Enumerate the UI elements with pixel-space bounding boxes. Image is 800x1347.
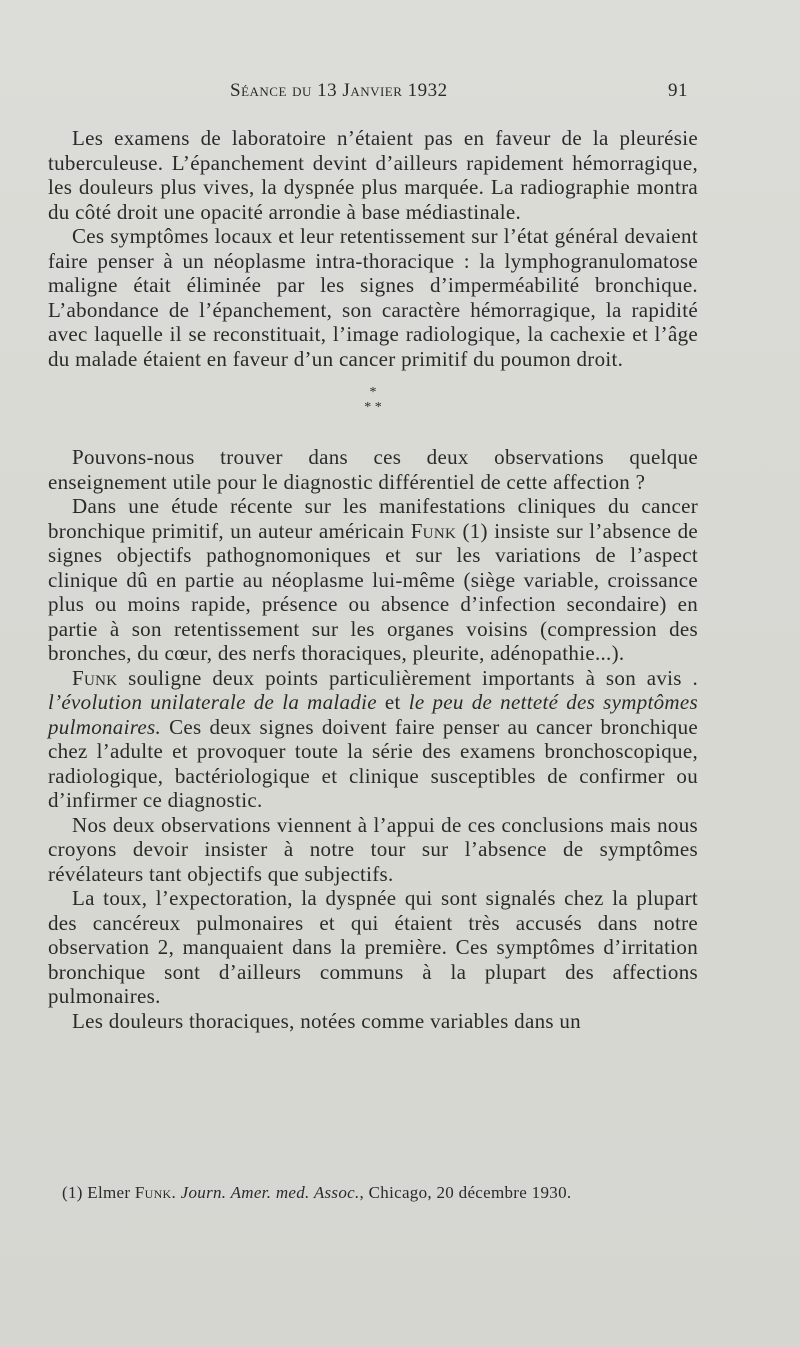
paragraph-7: La toux, l’expectoration, la dyspnée qui sont signalés chez la plupart des cancéreux pulmonaires et qui étaient très accusés dans notre observation 2, manquaient dans la première. Ces symptômes d’irritation bronchique sont d’ailleurs communs à la plupart des affections pulmonaires. bbox=[48, 886, 698, 1008]
footnote bbox=[62, 1183, 702, 1203]
paragraph-3: Pouvons-nous trouver dans ces deux observations quelque enseignement utile pour le diagnostic différentiel de cette affection ? bbox=[48, 445, 698, 494]
separator-star-top: * bbox=[369, 385, 377, 400]
p4-text-b: (1) insiste sur l’absence de signes objectifs pathognomoniques et sur les variations de l’aspect clinique dû en partie au néoplasme lui-même (siège variable, croissance plus ou moins rapide, présence ou absence d’infection secondaire) en partie à son retentissement sur les organes voisins (compression des bronches, du cœur, des nerfs thoraciques, pleurite, adénopathie...). bbox=[48, 518, 698, 665]
p5-italic-1: l’évolution unilaterale de la maladie bbox=[48, 690, 377, 714]
page-header bbox=[48, 80, 688, 110]
page-number: 91 bbox=[668, 80, 688, 101]
paragraph-8: Les douleurs thoraciques, notées comme variables dans un bbox=[72, 1008, 581, 1033]
paragraph-2: Ces symptômes locaux et leur retentissement sur l’état général devaient faire penser à un néoplasme intra-thoracique : la lymphogranulomatose maligne était éliminée par les signes d’imperméabilité bronchique. L’abondance de l’épanchement, son caractère hémorragique, la rapidité avec laquelle il se reconstituait, l’image radiologique, la cachexie et l’âge du malade étaient en faveur d’un cancer primitif du poumon droit. bbox=[48, 224, 698, 371]
paragraph-4 bbox=[48, 494, 698, 666]
footnote-text-b: . bbox=[171, 1183, 181, 1202]
footnote-author: Funk bbox=[134, 1183, 172, 1202]
paragraph-1: Les examens de laboratoire n’étaient pas en faveur de la pleurésie tuberculeuse. L’épanchement devint d’ailleurs rapidement hémorragique, les douleurs plus vives, la dyspnée plus marquée. La radiographie montra du côté droit une opacité arrondie à base médiastinale. bbox=[48, 126, 698, 224]
footnote-text-a: (1) Elmer bbox=[62, 1183, 135, 1202]
body-text bbox=[48, 126, 698, 1033]
paragraph-5 bbox=[48, 666, 698, 813]
p5-text-c: Ces deux signes doivent faire penser au cancer bronchique chez l’adulte et provoquer toute la série des examens bronchoscopique, radiologique, bactériologique et clinique susceptibles de confirmer ou d’infirmer ce diagnostic. bbox=[48, 714, 698, 812]
author-name: Funk bbox=[410, 518, 457, 543]
footnote-text-c: , Chicago, 20 décembre 1930. bbox=[359, 1183, 572, 1202]
p5-italic-2: le peu de netteté des symptômes pulmonaires. bbox=[48, 690, 698, 739]
separator-stars-bottom: * * bbox=[364, 400, 382, 415]
p5-text-b: et bbox=[376, 690, 409, 714]
section-separator bbox=[48, 371, 698, 445]
author-name: Funk bbox=[72, 665, 118, 690]
p5-text-a: souligne deux points particulièrement importants à son avis . bbox=[117, 665, 698, 690]
p4-text-a: Dans une étude récente sur les manifestations cliniques du cancer bronchique primitif, un auteur américain bbox=[48, 494, 698, 543]
paragraph-6: Nos deux observations viennent à l’appui de ces conclusions mais nous croyons devoir insister à notre tour sur l’absence de symptômes révélateurs tant objectifs que subjectifs. bbox=[48, 812, 698, 886]
footnote-journal: Journ. Amer. med. Assoc. bbox=[180, 1183, 360, 1202]
running-title: Séance du 13 Janvier 1932 bbox=[230, 80, 448, 101]
